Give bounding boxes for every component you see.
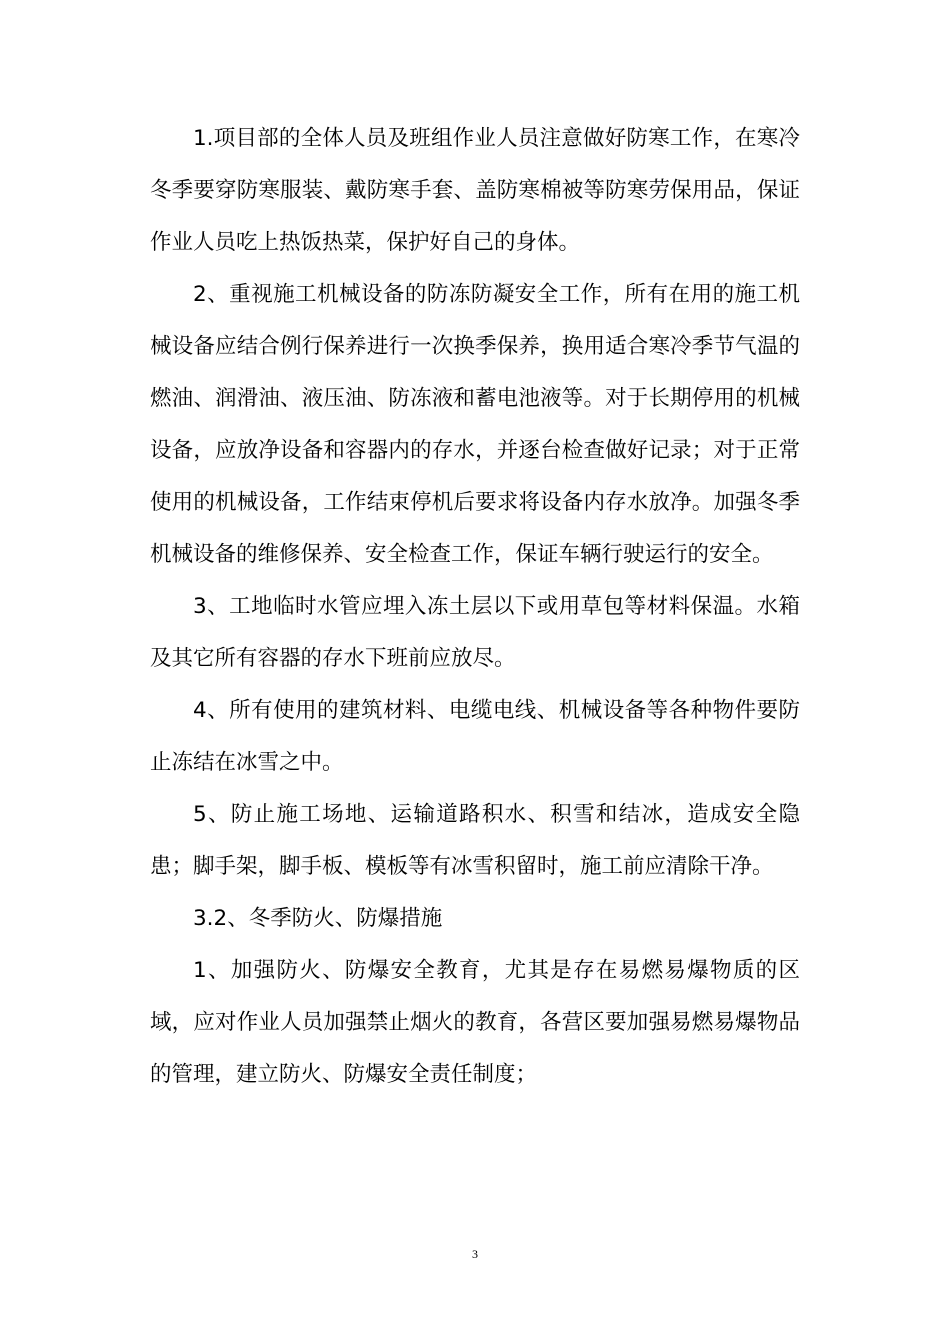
paragraph-fire-explosion-education: 1、加强防火、防爆安全教育，尤其是存在易燃易爆物质的区域，应对作业人员加强禁止烟火的教育，各营区要加强易燃易爆物品的管理，建立防火、防爆安全责任制度； xyxy=(150,958,800,1087)
paragraph-materials-freezing: 4、所有使用的建筑材料、电缆电线、机械设备等各种物件要防止冻结在冰雪之中。 xyxy=(150,698,800,775)
page-number: 3 xyxy=(472,1247,478,1261)
section-heading-fire-explosion: 3.2、冬季防火、防爆措施 xyxy=(193,906,443,931)
paragraph-site-ice-snow: 5、防止施工场地、运输道路积水、积雪和结冰，造成安全隐患；脚手架，脚手板、模板等有冰雪积留时，施工前应清除干净。 xyxy=(150,802,800,879)
document-body xyxy=(150,113,800,1101)
paragraph-machinery-antifreeze: 2、重视施工机械设备的防冻防凝安全工作，所有在用的施工机械设备应结合例行保养进行一次换季保养，换用适合寒冷季节气温的燃油、润滑油、液压油、防冻液和蓄电池液等。对于长期停用的机械设备，应放净设备和容器内的存水，并逐台检查做好记录；对于正常使用的机械设备，工作结束停机后要求将设备内存水放净。加强冬季机械设备的维修保养、安全检查工作，保证车辆行驶运行的安全。 xyxy=(150,282,800,567)
paragraph-winter-cold-protection: 1.项目部的全体人员及班组作业人员注意做好防寒工作，在寒冷冬季要穿防寒服装、戴防寒手套、盖防寒棉被等防寒劳保用品，保证作业人员吃上热饭热菜，保护好自己的身体。 xyxy=(150,126,800,255)
paragraph-water-pipes: 3、工地临时水管应埋入冻土层以下或用草包等材料保温。水箱及其它所有容器的存水下班前应放尽。 xyxy=(150,594,800,671)
